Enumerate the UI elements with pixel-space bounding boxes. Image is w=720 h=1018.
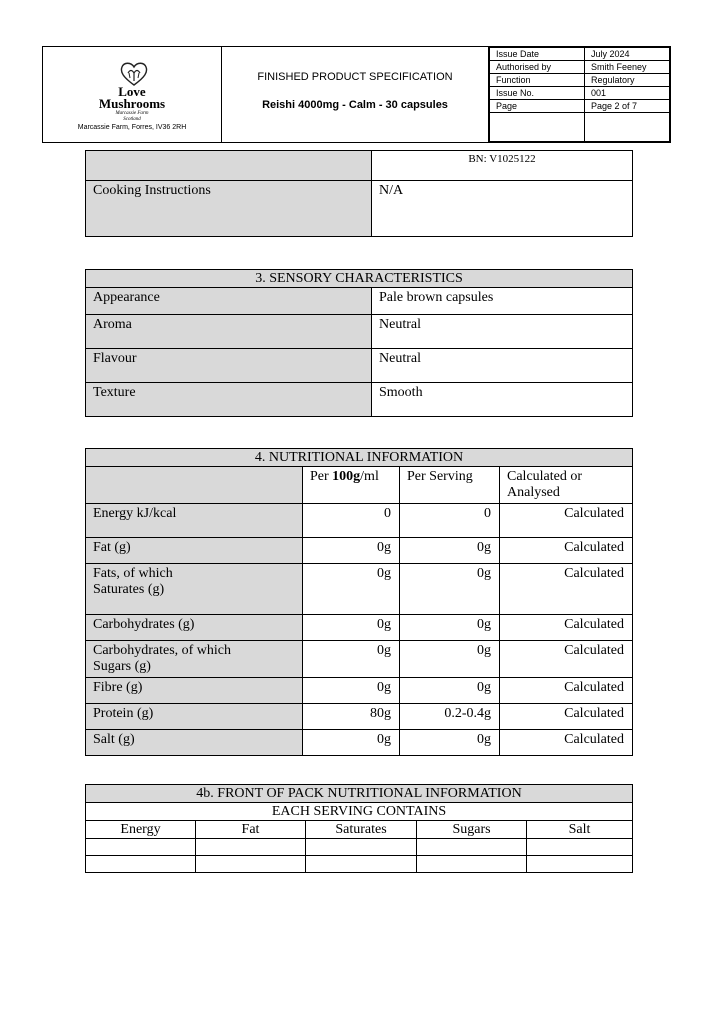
meta-row xyxy=(490,100,670,113)
meta-row xyxy=(490,48,670,61)
sensory-label: Texture xyxy=(86,383,372,417)
batch-table xyxy=(85,150,633,237)
nutrition-row xyxy=(86,538,633,564)
sensory-table xyxy=(85,269,633,417)
meta-key: Function xyxy=(490,74,585,87)
meta-key: Page xyxy=(490,100,585,113)
per-100g-header: Per 100g/ml xyxy=(303,467,400,504)
title-cell xyxy=(222,47,489,143)
sensory-value: Smooth xyxy=(372,383,633,417)
fop-col-fat: Fat xyxy=(196,821,306,839)
batch-blank-cell xyxy=(86,151,372,181)
per-serving-value: 0 xyxy=(400,504,500,538)
brand-sub-line1: Marcassie Farm xyxy=(115,111,149,116)
nutrient-label: Protein (g) xyxy=(86,704,303,730)
cooking-value: N/A xyxy=(372,181,633,237)
sensory-value: Neutral xyxy=(372,315,633,349)
per-100g-value: 80g xyxy=(303,704,400,730)
nutrition-row xyxy=(86,730,633,756)
sensory-value: Pale brown capsules xyxy=(372,288,633,315)
meta-row xyxy=(490,61,670,74)
per-serving-value: 0g xyxy=(400,641,500,678)
calc-value: Calculated xyxy=(500,615,633,641)
meta-value: Regulatory xyxy=(585,74,670,87)
nutrition-row xyxy=(86,641,633,678)
brand-name-line2: Mushrooms xyxy=(98,96,166,111)
per-serving-value: 0.2-0.4g xyxy=(400,704,500,730)
calc-value: Calculated xyxy=(500,678,633,704)
calc-header: Calculated or Analysed xyxy=(500,467,633,504)
meta-value: Page 2 of 7 xyxy=(585,100,670,113)
each-serving-subtitle: EACH SERVING CONTAINS xyxy=(86,803,633,821)
sensory-label: Aroma xyxy=(86,315,372,349)
nutrient-label: Fats, of which Saturates (g) xyxy=(86,564,303,615)
calc-value: Calculated xyxy=(500,704,633,730)
fop-empty-row xyxy=(86,856,633,873)
meta-row xyxy=(490,74,670,87)
meta-key: Authorised by xyxy=(490,61,585,74)
brand-sub-line2: Scotland xyxy=(123,117,141,122)
meta-key: Issue No. xyxy=(490,87,585,100)
sensory-label: Flavour xyxy=(86,349,372,383)
cooking-label: Cooking Instructions xyxy=(86,181,372,237)
nutrition-table xyxy=(85,448,633,756)
meta-cell xyxy=(489,47,671,143)
nutrient-label: Fibre (g) xyxy=(86,678,303,704)
brand-name-line1: Love xyxy=(118,84,146,99)
batch-number: BN: V1025122 xyxy=(372,151,633,181)
per-serving-value: 0g xyxy=(400,538,500,564)
calc-value: Calculated xyxy=(500,564,633,615)
front-of-pack-title: 4b. FRONT OF PACK NUTRITIONAL INFORMATION xyxy=(86,785,633,803)
nutrient-label: Carbohydrates, of which Sugars (g) xyxy=(86,641,303,678)
fop-col-saturates: Saturates xyxy=(306,821,417,839)
meta-value: July 2024 xyxy=(585,48,670,61)
nutrition-row xyxy=(86,504,633,538)
per-serving-value: 0g xyxy=(400,615,500,641)
per-serving-value: 0g xyxy=(400,564,500,615)
per-serving-header: Per Serving xyxy=(400,467,500,504)
per-100g-value: 0g xyxy=(303,678,400,704)
nutrition-header-blank xyxy=(86,467,303,504)
nutrient-label: Salt (g) xyxy=(86,730,303,756)
meta-value: 001 xyxy=(585,87,670,100)
meta-row xyxy=(490,87,670,100)
per-100g-value: 0g xyxy=(303,564,400,615)
nutrition-row xyxy=(86,615,633,641)
nutrient-label: Fat (g) xyxy=(86,538,303,564)
calc-value: Calculated xyxy=(500,538,633,564)
per-100g-value: 0g xyxy=(303,615,400,641)
meta-key: Issue Date xyxy=(490,48,585,61)
calc-value: Calculated xyxy=(500,641,633,678)
fop-col-salt: Salt xyxy=(527,821,633,839)
sensory-title: 3. SENSORY CHARACTERISTICS xyxy=(86,270,633,288)
document-title: FINISHED PRODUCT SPECIFICATION xyxy=(257,71,453,83)
company-address: Marcassie Farm, Forres, IV36 2RH xyxy=(77,124,187,131)
meta-row-blank xyxy=(490,113,670,142)
calc-value: Calculated xyxy=(500,730,633,756)
nutrition-row xyxy=(86,704,633,730)
product-name: Reishi 4000mg - Calm - 30 capsules xyxy=(262,99,448,111)
fop-col-sugars: Sugars xyxy=(417,821,527,839)
per-serving-value: 0g xyxy=(400,678,500,704)
front-of-pack-table xyxy=(85,784,633,873)
nutrition-row xyxy=(86,564,633,615)
per-100g-value: 0g xyxy=(303,730,400,756)
nutrient-label: Carbohydrates (g) xyxy=(86,615,303,641)
document-header xyxy=(42,46,671,143)
fop-empty-row xyxy=(86,839,633,856)
issue-meta-table xyxy=(489,47,670,142)
sensory-label: Appearance xyxy=(86,288,372,315)
per-100g-value: 0g xyxy=(303,641,400,678)
per-100g-value: 0 xyxy=(303,504,400,538)
sensory-value: Neutral xyxy=(372,349,633,383)
logo-cell xyxy=(43,47,222,143)
nutrition-title: 4. NUTRITIONAL INFORMATION xyxy=(86,449,633,467)
per-100g-value: 0g xyxy=(303,538,400,564)
fop-col-energy: Energy xyxy=(86,821,196,839)
meta-value: Smith Feeney xyxy=(585,61,670,74)
calc-value: Calculated xyxy=(500,504,633,538)
per-serving-value: 0g xyxy=(400,730,500,756)
nutrition-row xyxy=(86,678,633,704)
nutrient-label: Energy kJ/kcal xyxy=(86,504,303,538)
